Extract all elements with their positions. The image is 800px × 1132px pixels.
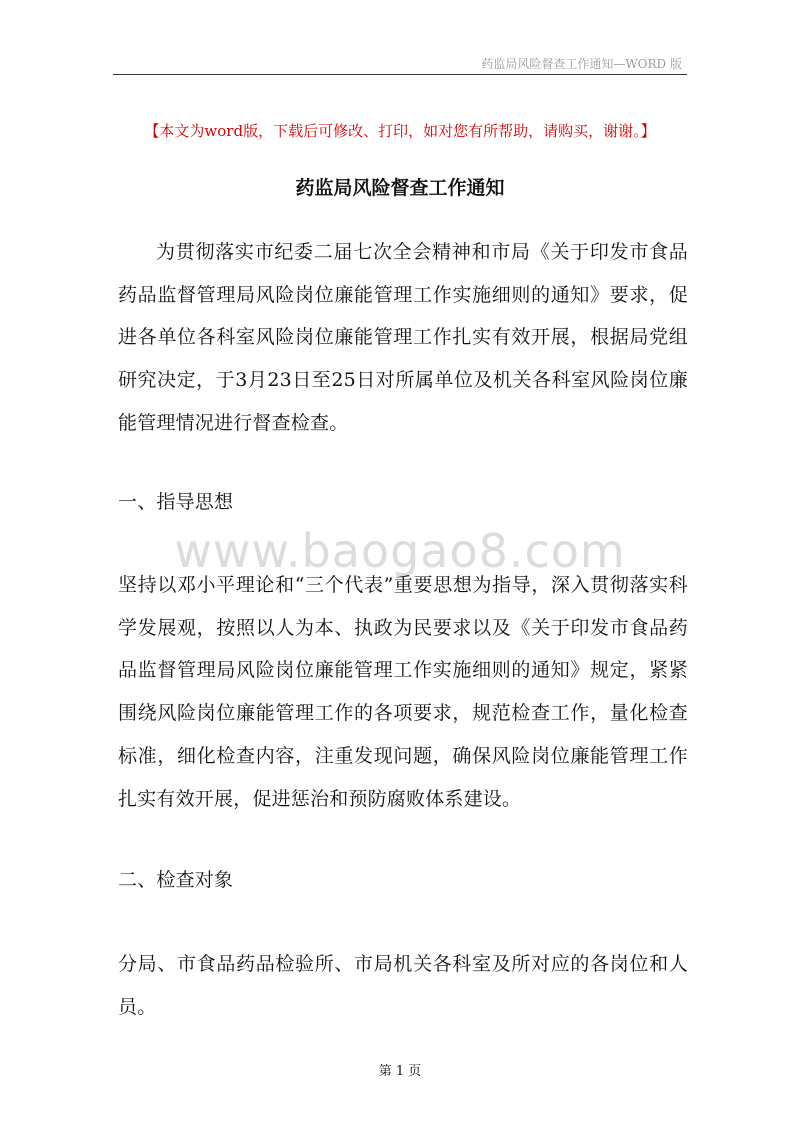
section-body-guiding-ideology: 坚持以邓小平理论和“三个代表”重要思想为指导，深入贯彻落实科学发展观，按照以人为本、执政为民要求以及《关于印发市食品药品监督管理局风险岗位廉能管理工作实施细则的通知》规定，紧紧围绕风险岗位廉能管理工作的各项要求，规范检查工作，量化检查标准，细化检查内容，注重发现问题，确保风险岗位廉能管理工作扎实有效开展，促进惩治和预防腐败体系建设。	[118, 574, 688, 810]
purchase-notice: 【本文为word版，下载后可修改、打印，如对您有所帮助，请购买，谢谢。】	[144, 122, 656, 140]
section-heading-inspection-targets: 二、检查对象	[118, 869, 234, 891]
watermark: www.baogao8.com	[174, 524, 626, 578]
page-number: 第 1 页	[378, 1064, 422, 1079]
document-title: 药监局风险督查工作通知	[295, 177, 505, 199]
running-header: 药监局风险督查工作通知—WORD 版	[481, 57, 682, 71]
intro-paragraph: 为贯彻落实市纪委二届七次全会精神和市局《关于印发市食品药品监督管理局风险岗位廉能管理工作实施细则的通知》要求，促进各单位各科室风险岗位廉能管理工作扎实有效开展，根据局党组研究决定，于3月23日至25日对所属单位及机关各科室风险岗位廉能管理情况进行督查检查。	[118, 241, 688, 434]
header-rule	[113, 74, 687, 75]
section-body-inspection-targets: 分局、市食品药品检验所、市局机关各科室及所对应的各岗位和人员。	[118, 953, 688, 1018]
section-heading-guiding-ideology: 一、指导思想	[118, 491, 234, 513]
